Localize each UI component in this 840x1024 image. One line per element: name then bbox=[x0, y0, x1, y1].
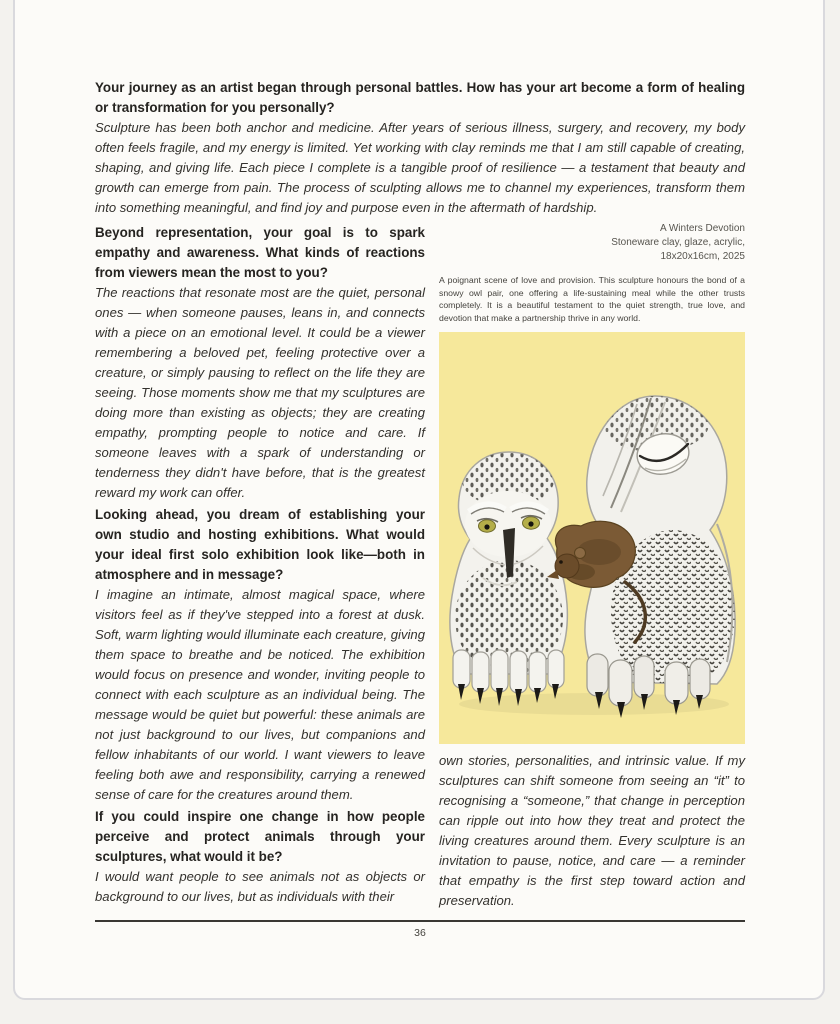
question-1: Your journey as an artist began through personal battles. How has your art become a form of healing or transformation for you personally? bbox=[95, 80, 745, 115]
question-3: Looking ahead, you dream of establishing your own studio and hosting exhibitions. What would your ideal first solo exhibition look like—both in atmosphere and in message? bbox=[95, 507, 425, 582]
question-4: If you could inspire one change in how people perceive and protect animals through your sculptures, what would it be? bbox=[95, 809, 425, 864]
left-column bbox=[95, 221, 425, 907]
artwork-caption: A poignant scene of love and provision. This sculpture honours the bond of a snowy owl pair, one offering a life-sustaining meal while the other trusts completely. It is a beautiful testament to the quiet strength, true love, and devotion that make a partnership thrive in any world. bbox=[439, 275, 745, 323]
artwork-dimensions: 18x20x16cm, 2025 bbox=[660, 251, 745, 262]
artwork-medium: Stoneware clay, glaze, acrylic, bbox=[611, 237, 745, 248]
question-2: Beyond representation, your goal is to spark empathy and awareness. What kinds of reactions from viewers mean the most to you? bbox=[95, 225, 425, 280]
page-number: 36 bbox=[414, 927, 426, 940]
answer-4-start: I would want people to see animals not as objects or background to our lives, but as individuals with their bbox=[95, 869, 425, 904]
answer-3: I imagine an intimate, almost magical space, where visitors feel as if they've stepped into a forest at dusk. Soft, warm lighting would illuminate each creature, giving them space to breathe and be noticed. The exhibition would focus on presence and wonder, inviting people to connect with each sculpture as an individual being. The message would be quiet but powerful: these animals are not just background to our lives, but companions and fellow inhabitants of our world. I want viewers to leave feeling both awe and responsibility, carrying a renewed sense of care for the creatures around them. bbox=[95, 587, 425, 802]
artwork-photo bbox=[439, 332, 745, 744]
answer-2: The reactions that resonate most are the quiet, personal ones — when someone pauses, leans in, and connects with a piece on an emotional level. It could be a viewer remembering a beloved pet, feeling protective over a creature, or simply pausing to reflect on the life they are seeing. Those moments show me that my sculptures are doing more than existing as objects; they are creating empathy, prompting people to notice and care. If someone leaves with a spark of understanding or tenderness they didn't have before, that is the greatest reward my work can offer. bbox=[95, 285, 425, 500]
footer-rule bbox=[95, 920, 745, 922]
intro-section bbox=[95, 78, 745, 218]
left-owl bbox=[450, 452, 567, 706]
two-column-layout bbox=[95, 221, 745, 911]
magazine-page bbox=[13, 0, 825, 1000]
right-column bbox=[439, 221, 745, 911]
page-content bbox=[95, 76, 745, 939]
answer-1: Sculpture has been both anchor and medicine. After years of serious illness, surgery, and recovery, my body often feels fragile, and my energy is limited. Yet working with clay reminds me that I am still capable of creating, shaping, and giving life. Each piece I complete is a tangible proof of resilience — a testament that beauty and growth can emerge from pain. The process of sculpting allows me to channel my experiences, transform them into something meaningful, and find joy and purpose even in the aftermath of hardship. bbox=[95, 120, 745, 215]
artwork-meta bbox=[439, 222, 745, 264]
answer-4-end: own stories, personalities, and intrinsic value. If my sculptures can shift someone from seeing an “it” to recognising a “someone,” that change in perception can ripple out into how they treat and protect the living creatures around them. Every sculpture is an invitation to pause, notice, and care — a reminder that empathy is the first step toward action and preservation. bbox=[439, 753, 745, 909]
artwork-title: A Winters Devotion bbox=[659, 223, 745, 234]
